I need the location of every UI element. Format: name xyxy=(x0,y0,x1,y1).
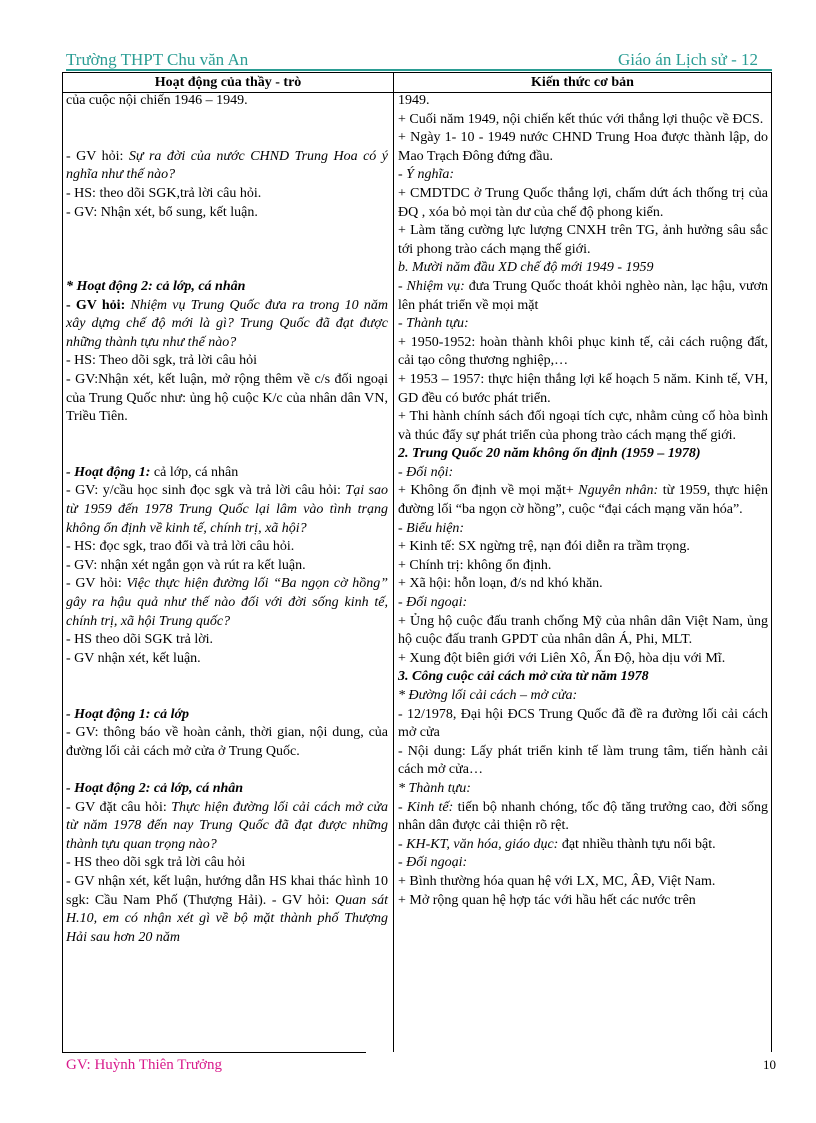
col-header-knowledge: Kiến thức cơ bản xyxy=(394,73,771,93)
activity-heading: - Hoạt động 1: cả lớp xyxy=(66,706,190,722)
subject-title: Giáo án Lịch sử - 12 xyxy=(618,50,758,69)
section-heading: 3. Công cuộc cải cách mở cửa từ năm 1978 xyxy=(398,669,649,685)
text-line: - GV hỏi: Sự ra đời của nước CHND Trung Hoa có ý nghĩa như thế nào? xyxy=(66,148,388,183)
subsection-heading: b. Mười năm đầu XD chế độ mới 1949 - 1959 xyxy=(398,260,654,276)
text-line: - GV: y/cầu học sinh đọc sgk và trả lời câu hỏi: Tại sao từ 1959 đến 1978 Trung Quốc lại lâm vào tình trạng không ổn định về kinh tế, chính trị, xã hội? xyxy=(66,483,389,536)
text-line: - Nội dung: Lấy phát triển kinh tế làm trung tâm, tiến hành cải cách mở cửa… xyxy=(398,743,768,778)
text-line: - HS: Theo dõi sgk, trả lời câu hỏi xyxy=(66,353,258,369)
text-line: của cuộc nội chiến 1946 – 1949. xyxy=(66,93,248,108)
text-line: - GV: thông báo về hoàn cảnh, thời gian, nội dung, của đường lối cải cách mở cửa ở Trung Quốc. xyxy=(66,725,388,759)
text-line: - Nhiệm vụ: đưa Trung Quốc thoát khỏi nghèo nàn, lạc hậu, vươn lên phát triển về mọi mặt xyxy=(398,278,768,313)
activity-heading: - Hoạt động 2: cả lớp, cá nhân xyxy=(66,780,244,796)
text-line: - GV nhận xét, kết luận, hướng dẫn HS khai thác hình 10 sgk: Cầu Nam Phố (Thượng Hải). - GV hỏi: Quan sát H.10, em có nhận xét gì về bộ mặt thành phố Thượng Hải sau hơn 20 năm xyxy=(66,873,388,945)
text-line: - GV: nhận xét ngắn gọn và rút ra kết luận. xyxy=(66,557,306,573)
activity-heading: - Hoạt động 1: cả lớp, cá nhân xyxy=(66,464,239,480)
text-line: - GV:Nhận xét, kết luận, mở rộng thêm về c/s đối ngoại của Trung Quốc như: ủng hộ cuộc K/c của nhân dân VN, Triều Tiên. xyxy=(66,371,388,425)
text-line: + Mở rộng quan hệ hợp tác với hầu hết các nước trên xyxy=(398,892,696,908)
footer-rule xyxy=(62,1052,366,1053)
teacher-student-column xyxy=(66,92,388,947)
text-line: + Làm tăng cường lực lượng CNXH trên TG, ảnh hưởng sâu sắc tới phong trào cách mạng thế giới. xyxy=(398,223,768,257)
text-line: - HS: theo dõi SGK,trả lời câu hỏi. xyxy=(66,185,262,201)
text-line: + Thi hành chính sách đối ngoại tích cực, nhằm củng cố hòa bình và thúc đẩy sự phát triển của phong trào cách mạng thế giới. xyxy=(398,409,768,443)
col-header-activities: Hoạt động của thầy - trò xyxy=(63,73,393,93)
text-line: - HS: đọc sgk, trao đổi và trả lời câu hỏi. xyxy=(66,539,295,555)
text-line: + Kinh tế: SX ngừng trệ, nạn đói diễn ra trầm trọng. xyxy=(398,539,690,555)
knowledge-column xyxy=(398,92,768,910)
section-label: - Thành tựu: xyxy=(398,316,469,332)
text-line: + Cuối năm 1949, nội chiến kết thúc với thắng lợi thuộc về ĐCS. xyxy=(398,111,764,127)
page-header xyxy=(66,50,758,70)
text-line: + Xung đột biên giới với Liên Xô, Ấn Độ, hòa dịu với Mĩ. xyxy=(398,650,726,666)
section-label: - Biểu hiện: xyxy=(398,520,465,536)
lesson-table xyxy=(62,72,772,1052)
text-line: + Ủng hộ cuộc đấu tranh chống Mỹ của nhân dân Việt Nam, ủng hộ cuộc đấu tranh GPDT của nhân dân Á, Phi, MLT. xyxy=(398,613,768,648)
text-line: + Chính trị: không ổn định. xyxy=(398,557,552,573)
section-label: * Đường lối cải cách – mở cửa: xyxy=(398,688,578,703)
text-line: + Bình thường hóa quan hệ với LX, MC, ÂĐ, Việt Nam. xyxy=(398,873,716,889)
section-label: - Đối ngoại: xyxy=(398,595,468,611)
section-heading: 2. Trung Quốc 20 năm không ổn định (1959 – 1978) xyxy=(398,446,701,462)
text-line: - GV đặt câu hỏi: Thực hiện đường lối cải cách mở cửa từ năm 1978 đến nay Trung Quốc đã đạt được những thành tựu quan trọng nào? xyxy=(66,799,389,852)
teacher-name: GV: Huỳnh Thiên Trưởng xyxy=(66,1057,222,1073)
text-line: - HS theo dõi SGK trả lời. xyxy=(66,632,214,648)
text-line: 1949. xyxy=(398,93,430,108)
text-line: - Kinh tế: tiến bộ nhanh chóng, tốc độ tăng trưởng cao, đời sống nhân dân được cải thiện rõ rệt. xyxy=(398,799,769,834)
text-line: + Không ổn định về mọi mặt+ Nguyên nhân: từ 1959, thực hiện đường lối “ba ngọn cờ hồng”, cuộc “đại cách mạng văn hóa”. xyxy=(398,483,768,518)
text-line: - GV hỏi: Việc thực hiện đường lối “Ba ngọn cờ hồng” gây ra hậu quả như thế nào đối với đời sống kinh tế, chính trị, xã hội Trung quốc? xyxy=(66,576,388,629)
activity-heading: * Hoạt động 2: cả lớp, cá nhân xyxy=(66,278,246,294)
text-line: + 1950-1952: hoàn thành khôi phục kinh tế, cải cách ruộng đất, cải tạo công thương nghiệp,… xyxy=(398,334,768,369)
text-line: - 12/1978, Đại hội ĐCS Trung Quốc đã đề ra đường lối cải cách mở cửa xyxy=(398,706,768,741)
school-name: Trường THPT Chu văn An xyxy=(66,50,249,69)
header-rule xyxy=(66,69,772,71)
text-line: + 1953 – 1957: thực hiện thắng lợi kế hoạch 5 năm. Kinh tế, VH, GD đều có bước phát triển. xyxy=(398,371,768,406)
section-label: - Ý nghĩa: xyxy=(398,167,454,183)
section-label: - Đối ngoại: xyxy=(398,855,468,871)
text-line: + Xã hội: hỗn loạn, đ/s nd khó khăn. xyxy=(398,576,603,592)
text-line: + Ngày 1- 10 - 1949 nước CHND Trung Hoa được thành lập, do Mao Trạch Đông đứng đầu. xyxy=(398,130,768,164)
text-line: - KH-KT, văn hóa, giáo dục: đạt nhiều thành tựu nổi bật. xyxy=(398,836,716,852)
text-line: + CMDTDC ở Trung Quốc thắng lợi, chấm dứt ách thống trị của ĐQ , xóa bỏ mọi tàn dư của chế độ phong kiến. xyxy=(398,185,768,220)
column-divider xyxy=(393,73,394,1052)
page-number: 10 xyxy=(763,1057,776,1072)
text-line: - GV nhận xét, kết luận. xyxy=(66,650,201,666)
text-line: - HS theo dõi sgk trả lời câu hỏi xyxy=(66,855,246,871)
section-label: - Đối nội: xyxy=(398,464,454,480)
text-line: - GV hỏi: Nhiệm vụ Trung Quốc đưa ra trong 10 năm xây dựng chế độ mới là gì? Trung Quốc đã đạt được những thành tựu như thế nào? xyxy=(66,297,388,350)
text-line: - GV: Nhận xét, bổ sung, kết luận. xyxy=(66,204,258,220)
section-label: * Thành tựu: xyxy=(398,780,471,796)
